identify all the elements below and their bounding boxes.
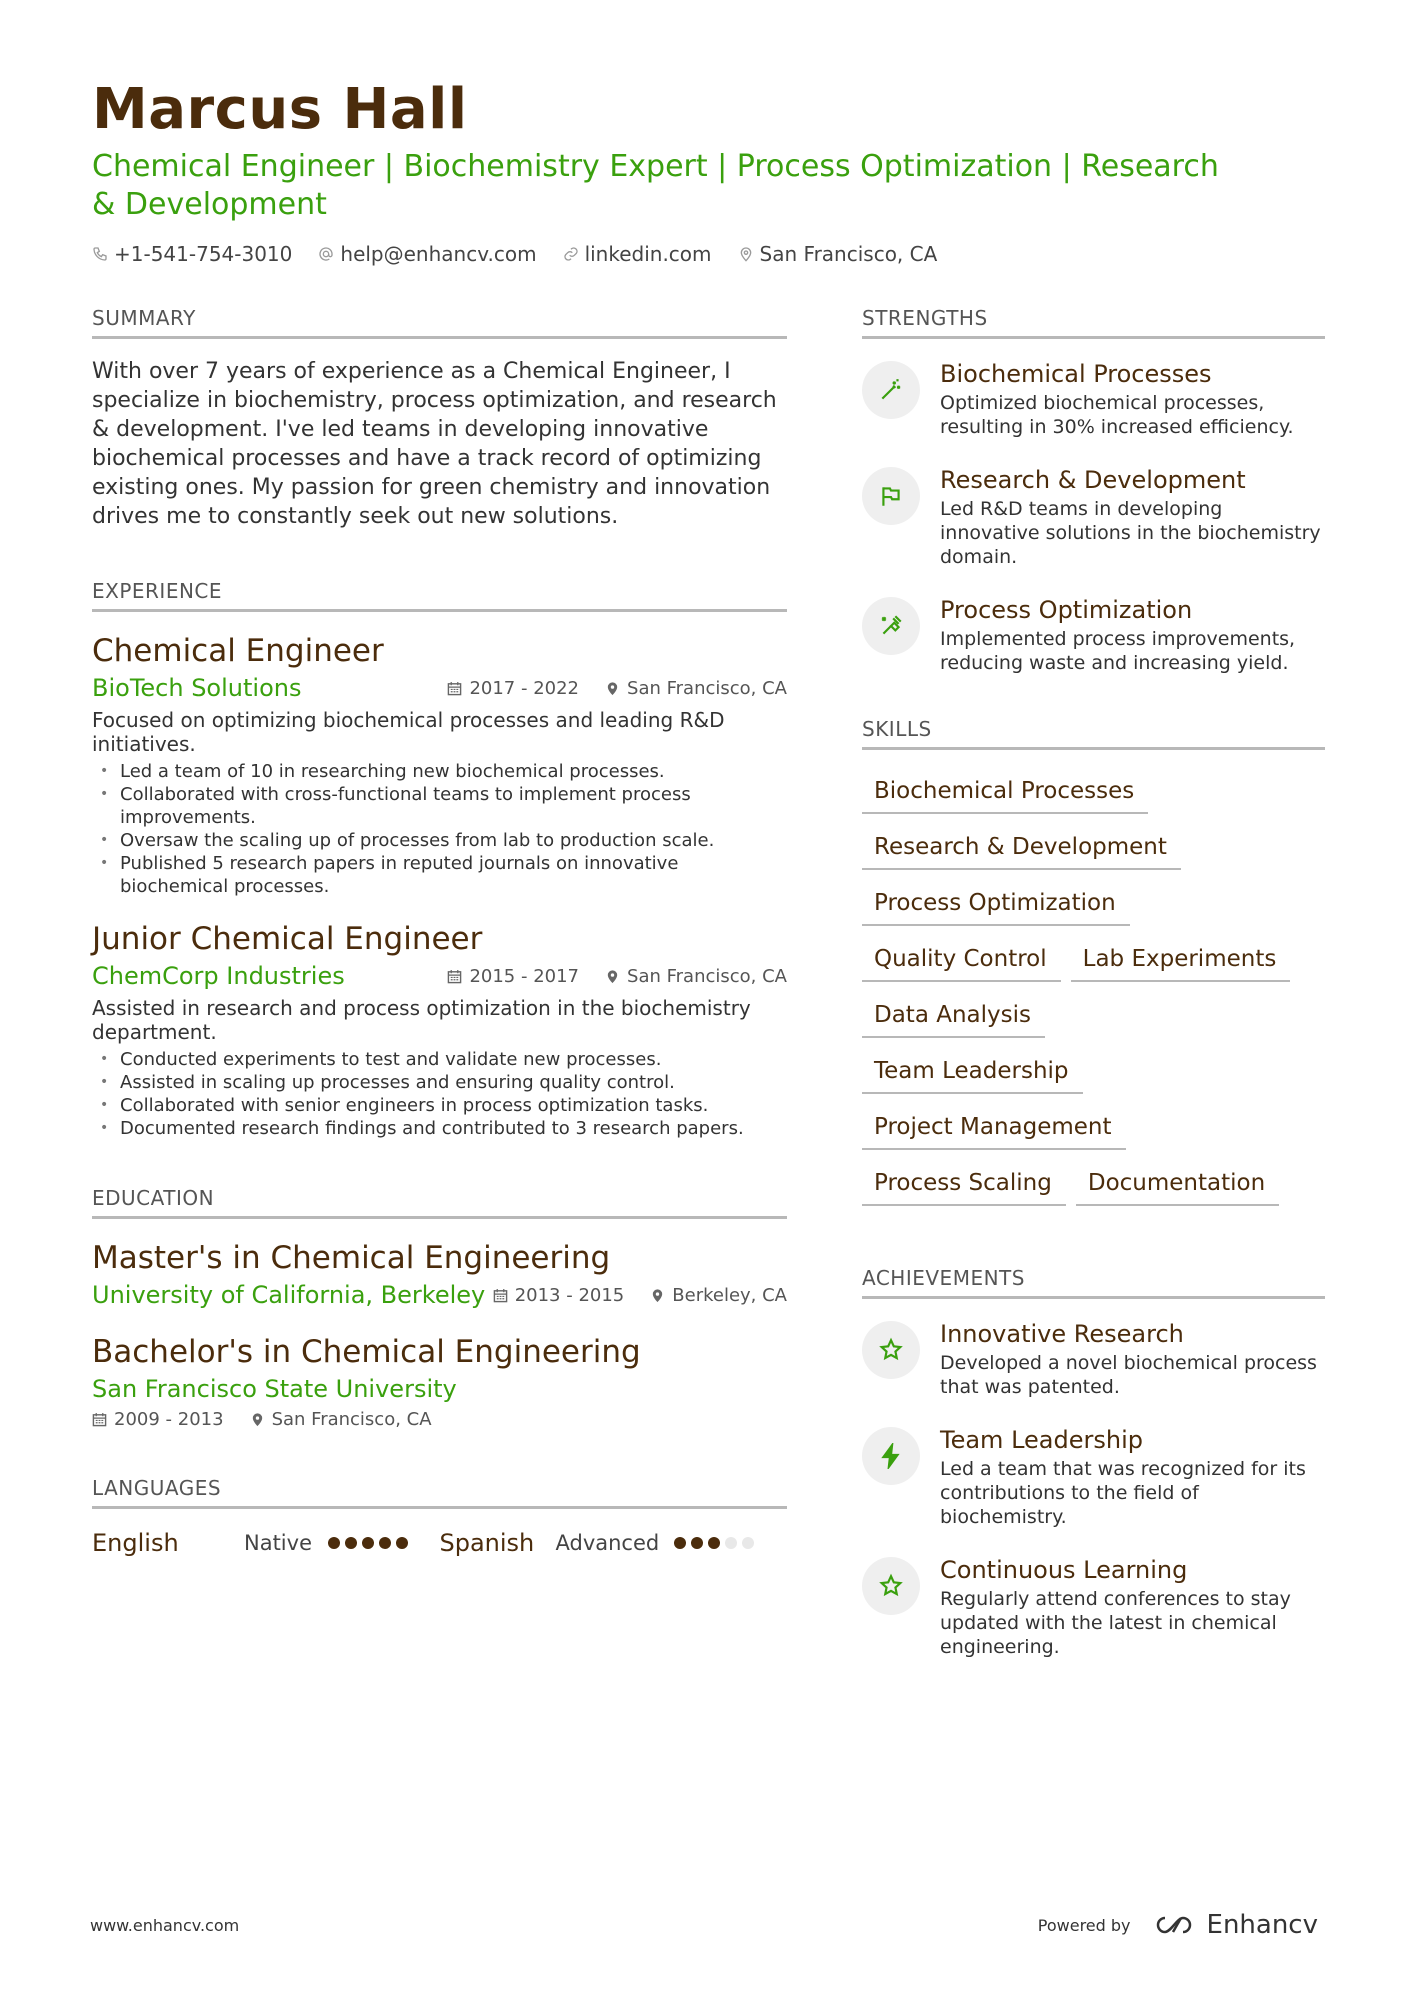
email-text: help@enhancv.com <box>340 242 537 266</box>
link-icon <box>563 246 579 262</box>
magic-wand-icon <box>878 377 904 403</box>
summary-text: With over 7 years of experience as a Chemical Engineer, I specialize in biochemistry, process optimization, and research & development. I've led teams in developing innovative biochemical processes and have a track record of optimizing existing ones. My passion for green chemistry and innovation drives me to constantly seek out new solutions. <box>92 359 777 529</box>
language-item <box>92 1529 440 1557</box>
bullet-item: • Assisted in scaling up processes and ensuring quality control. <box>92 1071 787 1094</box>
education-meta <box>92 1281 787 1309</box>
at-icon <box>318 246 334 262</box>
language-level: Advanced <box>555 1531 660 1555</box>
skill-tag: Process Scaling <box>862 1160 1066 1206</box>
language-rating <box>674 1537 754 1549</box>
job-meta <box>92 962 787 990</box>
degree-title: Bachelor's in Chemical Engineering <box>92 1334 641 1370</box>
location-pin-icon <box>650 1288 665 1303</box>
experience-entry <box>92 632 787 898</box>
job-description: Focused on optimizing biochemical processes and leading R&D initiatives. <box>92 708 725 756</box>
languages-heading: LANGUAGES <box>92 1476 787 1509</box>
bullet-item: • Oversaw the scaling up of processes from lab to production scale. <box>92 829 787 852</box>
location-pin-icon <box>605 681 620 696</box>
achievement-icon-badge <box>862 1427 920 1485</box>
education-dates <box>92 1409 224 1430</box>
skill-tag: Lab Experiments <box>1071 936 1291 982</box>
job-location <box>605 678 787 699</box>
resume-header <box>92 78 1332 266</box>
achievement-description: Developed a novel biochemical process that was patented. <box>940 1352 1317 1398</box>
location-pin-icon <box>250 1412 265 1427</box>
skill-tag: Project Management <box>862 1104 1126 1150</box>
skill-tag: Quality Control <box>862 936 1061 982</box>
achievement-item <box>862 1319 1325 1399</box>
job-meta-right <box>447 966 787 987</box>
job-description: Assisted in research and process optimization in the biochemistry department. <box>92 996 751 1044</box>
rating-dot-filled <box>691 1537 703 1549</box>
rating-dot-empty <box>742 1537 754 1549</box>
star-icon <box>878 1573 904 1599</box>
rating-dot-empty <box>725 1537 737 1549</box>
location-pin-icon <box>605 969 620 984</box>
job-dates <box>447 678 579 699</box>
education-entry <box>92 1239 787 1309</box>
contact-location <box>738 242 938 266</box>
enhancv-logo[interactable] <box>1151 1910 1318 1940</box>
flag-icon <box>878 483 904 509</box>
bullet-item: • Collaborated with cross-functional teams to implement process improvements. <box>92 783 787 829</box>
education-meta-right <box>493 1285 787 1306</box>
job-location-text: San Francisco, CA <box>627 677 787 699</box>
strength-icon-badge <box>862 467 920 525</box>
location-text: San Francisco, CA <box>759 242 938 266</box>
company-name: ChemCorp Industries <box>92 962 345 990</box>
strength-title: Process Optimization <box>940 596 1193 624</box>
rating-dot-filled <box>708 1537 720 1549</box>
job-bullets <box>92 760 787 898</box>
job-bullets <box>92 1048 787 1140</box>
calendar-icon <box>92 1412 107 1427</box>
summary-heading: SUMMARY <box>92 306 787 339</box>
achievement-title: Continuous Learning <box>940 1556 1188 1584</box>
company-name: BioTech Solutions <box>92 674 302 702</box>
skill-tag: Biochemical Processes <box>862 768 1148 814</box>
lightning-icon <box>878 1443 904 1469</box>
strength-description: Implemented process improvements, reducing waste and increasing yield. <box>940 628 1296 674</box>
footer-brand-block <box>1038 1910 1318 1940</box>
brand-name: Enhancv <box>1206 1910 1318 1940</box>
job-meta <box>92 674 787 702</box>
job-dates <box>447 966 579 987</box>
bullet-item: • Conducted experiments to test and validate new processes. <box>92 1048 787 1071</box>
job-location-text: San Francisco, CA <box>627 965 787 987</box>
education-entry <box>92 1333 787 1430</box>
experience-heading: EXPERIENCE <box>92 579 787 612</box>
education-location-text: San Francisco, CA <box>271 1409 432 1430</box>
phone-text: +1-541-754-3010 <box>114 242 293 266</box>
calendar-icon <box>447 969 462 984</box>
skill-tag: Process Optimization <box>862 880 1130 926</box>
rating-dot-filled <box>396 1537 408 1549</box>
skills-heading: SKILLS <box>862 717 1325 750</box>
strength-item <box>862 359 1325 439</box>
education-dates-text: 2009 - 2013 <box>114 1409 224 1430</box>
calendar-icon <box>447 681 462 696</box>
education-meta <box>92 1409 787 1430</box>
rating-dot-filled <box>379 1537 391 1549</box>
strength-description: Led R&D teams in developing innovative solutions in the biochemistry domain. <box>940 498 1321 568</box>
skill-tag: Documentation <box>1076 1160 1279 1206</box>
skill-tag: Data Analysis <box>862 992 1045 1038</box>
skills-list <box>862 768 1325 1216</box>
powered-by-label: Powered by <box>1037 1915 1131 1935</box>
strength-title: Research & Development <box>940 466 1246 494</box>
strength-description: Optimized biochemical processes, resulting in 30% increased efficiency. <box>940 392 1294 438</box>
education-dates <box>493 1285 625 1306</box>
bullet-item: • Published 5 research papers in reputed journals on innovative biochemical processes. <box>92 852 787 898</box>
tools-icon <box>878 613 904 639</box>
strength-icon-badge <box>862 361 920 419</box>
strength-icon-badge <box>862 597 920 655</box>
candidate-name: Marcus Hall <box>92 77 468 142</box>
skill-tag: Team Leadership <box>862 1048 1083 1094</box>
experience-entry <box>92 920 787 1140</box>
rating-dot-filled <box>345 1537 357 1549</box>
bullet-item: • Collaborated with senior engineers in process optimization tasks. <box>92 1094 787 1117</box>
education-location <box>650 1285 787 1306</box>
job-title: Chemical Engineer <box>92 633 384 669</box>
school-name: San Francisco State University <box>92 1375 457 1403</box>
location-pin-icon <box>738 246 754 262</box>
headline: Chemical Engineer | Biochemistry Expert | Process Optimization | Research & Development <box>92 149 1219 222</box>
enhancv-logo-icon <box>1151 1912 1197 1938</box>
language-name: Spanish <box>439 1529 535 1557</box>
skill-tag: Research & Development <box>862 824 1181 870</box>
education-dates-text: 2013 - 2015 <box>514 1284 625 1306</box>
achievement-icon-badge <box>862 1321 920 1379</box>
degree-title: Master's in Chemical Engineering <box>92 1240 611 1276</box>
contact-phone[interactable] <box>92 242 292 266</box>
job-meta-right <box>447 678 787 699</box>
bullet-item: • Led a team of 10 in researching new biochemical processes. <box>92 760 787 783</box>
education-location-text: Berkeley, CA <box>672 1284 787 1306</box>
school-name: University of California, Berkeley <box>92 1281 486 1309</box>
language-rating <box>328 1537 408 1549</box>
contact-linkedin[interactable] <box>563 242 712 266</box>
achievement-title: Team Leadership <box>940 1426 1143 1454</box>
achievements-heading: ACHIEVEMENTS <box>862 1266 1325 1299</box>
strength-title: Biochemical Processes <box>940 360 1212 388</box>
achievement-description: Led a team that was recognized for its contributions to the field of biochemistry. <box>940 1458 1306 1528</box>
contact-bar <box>92 242 1332 266</box>
achievement-description: Regularly attend conferences to stay updated with the latest in chemical engineering. <box>940 1588 1291 1658</box>
left-column <box>92 306 787 1557</box>
rating-dot-filled <box>674 1537 686 1549</box>
right-column <box>862 306 1325 1659</box>
job-title: Junior Chemical Engineer <box>92 921 483 957</box>
language-level: Native <box>244 1531 312 1555</box>
strength-item <box>862 465 1325 569</box>
achievement-item <box>862 1555 1325 1659</box>
bullet-item: • Documented research findings and contributed to 3 research papers. <box>92 1117 787 1140</box>
strength-item <box>862 595 1325 675</box>
linkedin-text: linkedin.com <box>584 242 712 266</box>
contact-email[interactable] <box>318 242 536 266</box>
calendar-icon <box>493 1288 508 1303</box>
strengths-heading: STRENGTHS <box>862 306 1325 339</box>
language-name: English <box>92 1529 179 1557</box>
phone-icon <box>92 246 108 262</box>
education-heading: EDUCATION <box>92 1186 787 1219</box>
job-dates-text: 2015 - 2017 <box>469 965 580 987</box>
achievement-item <box>862 1425 1325 1529</box>
job-dates-text: 2017 - 2022 <box>469 677 580 699</box>
job-location <box>605 966 787 987</box>
star-icon <box>878 1337 904 1363</box>
page-footer <box>90 1910 1318 1940</box>
rating-dot-filled <box>328 1537 340 1549</box>
footer-website[interactable]: www.enhancv.com <box>90 1915 240 1935</box>
rating-dot-filled <box>362 1537 374 1549</box>
achievement-icon-badge <box>862 1557 920 1615</box>
education-location <box>250 1409 432 1430</box>
languages-list <box>92 1529 787 1557</box>
language-item <box>440 1529 788 1557</box>
achievement-title: Innovative Research <box>940 1320 1184 1348</box>
